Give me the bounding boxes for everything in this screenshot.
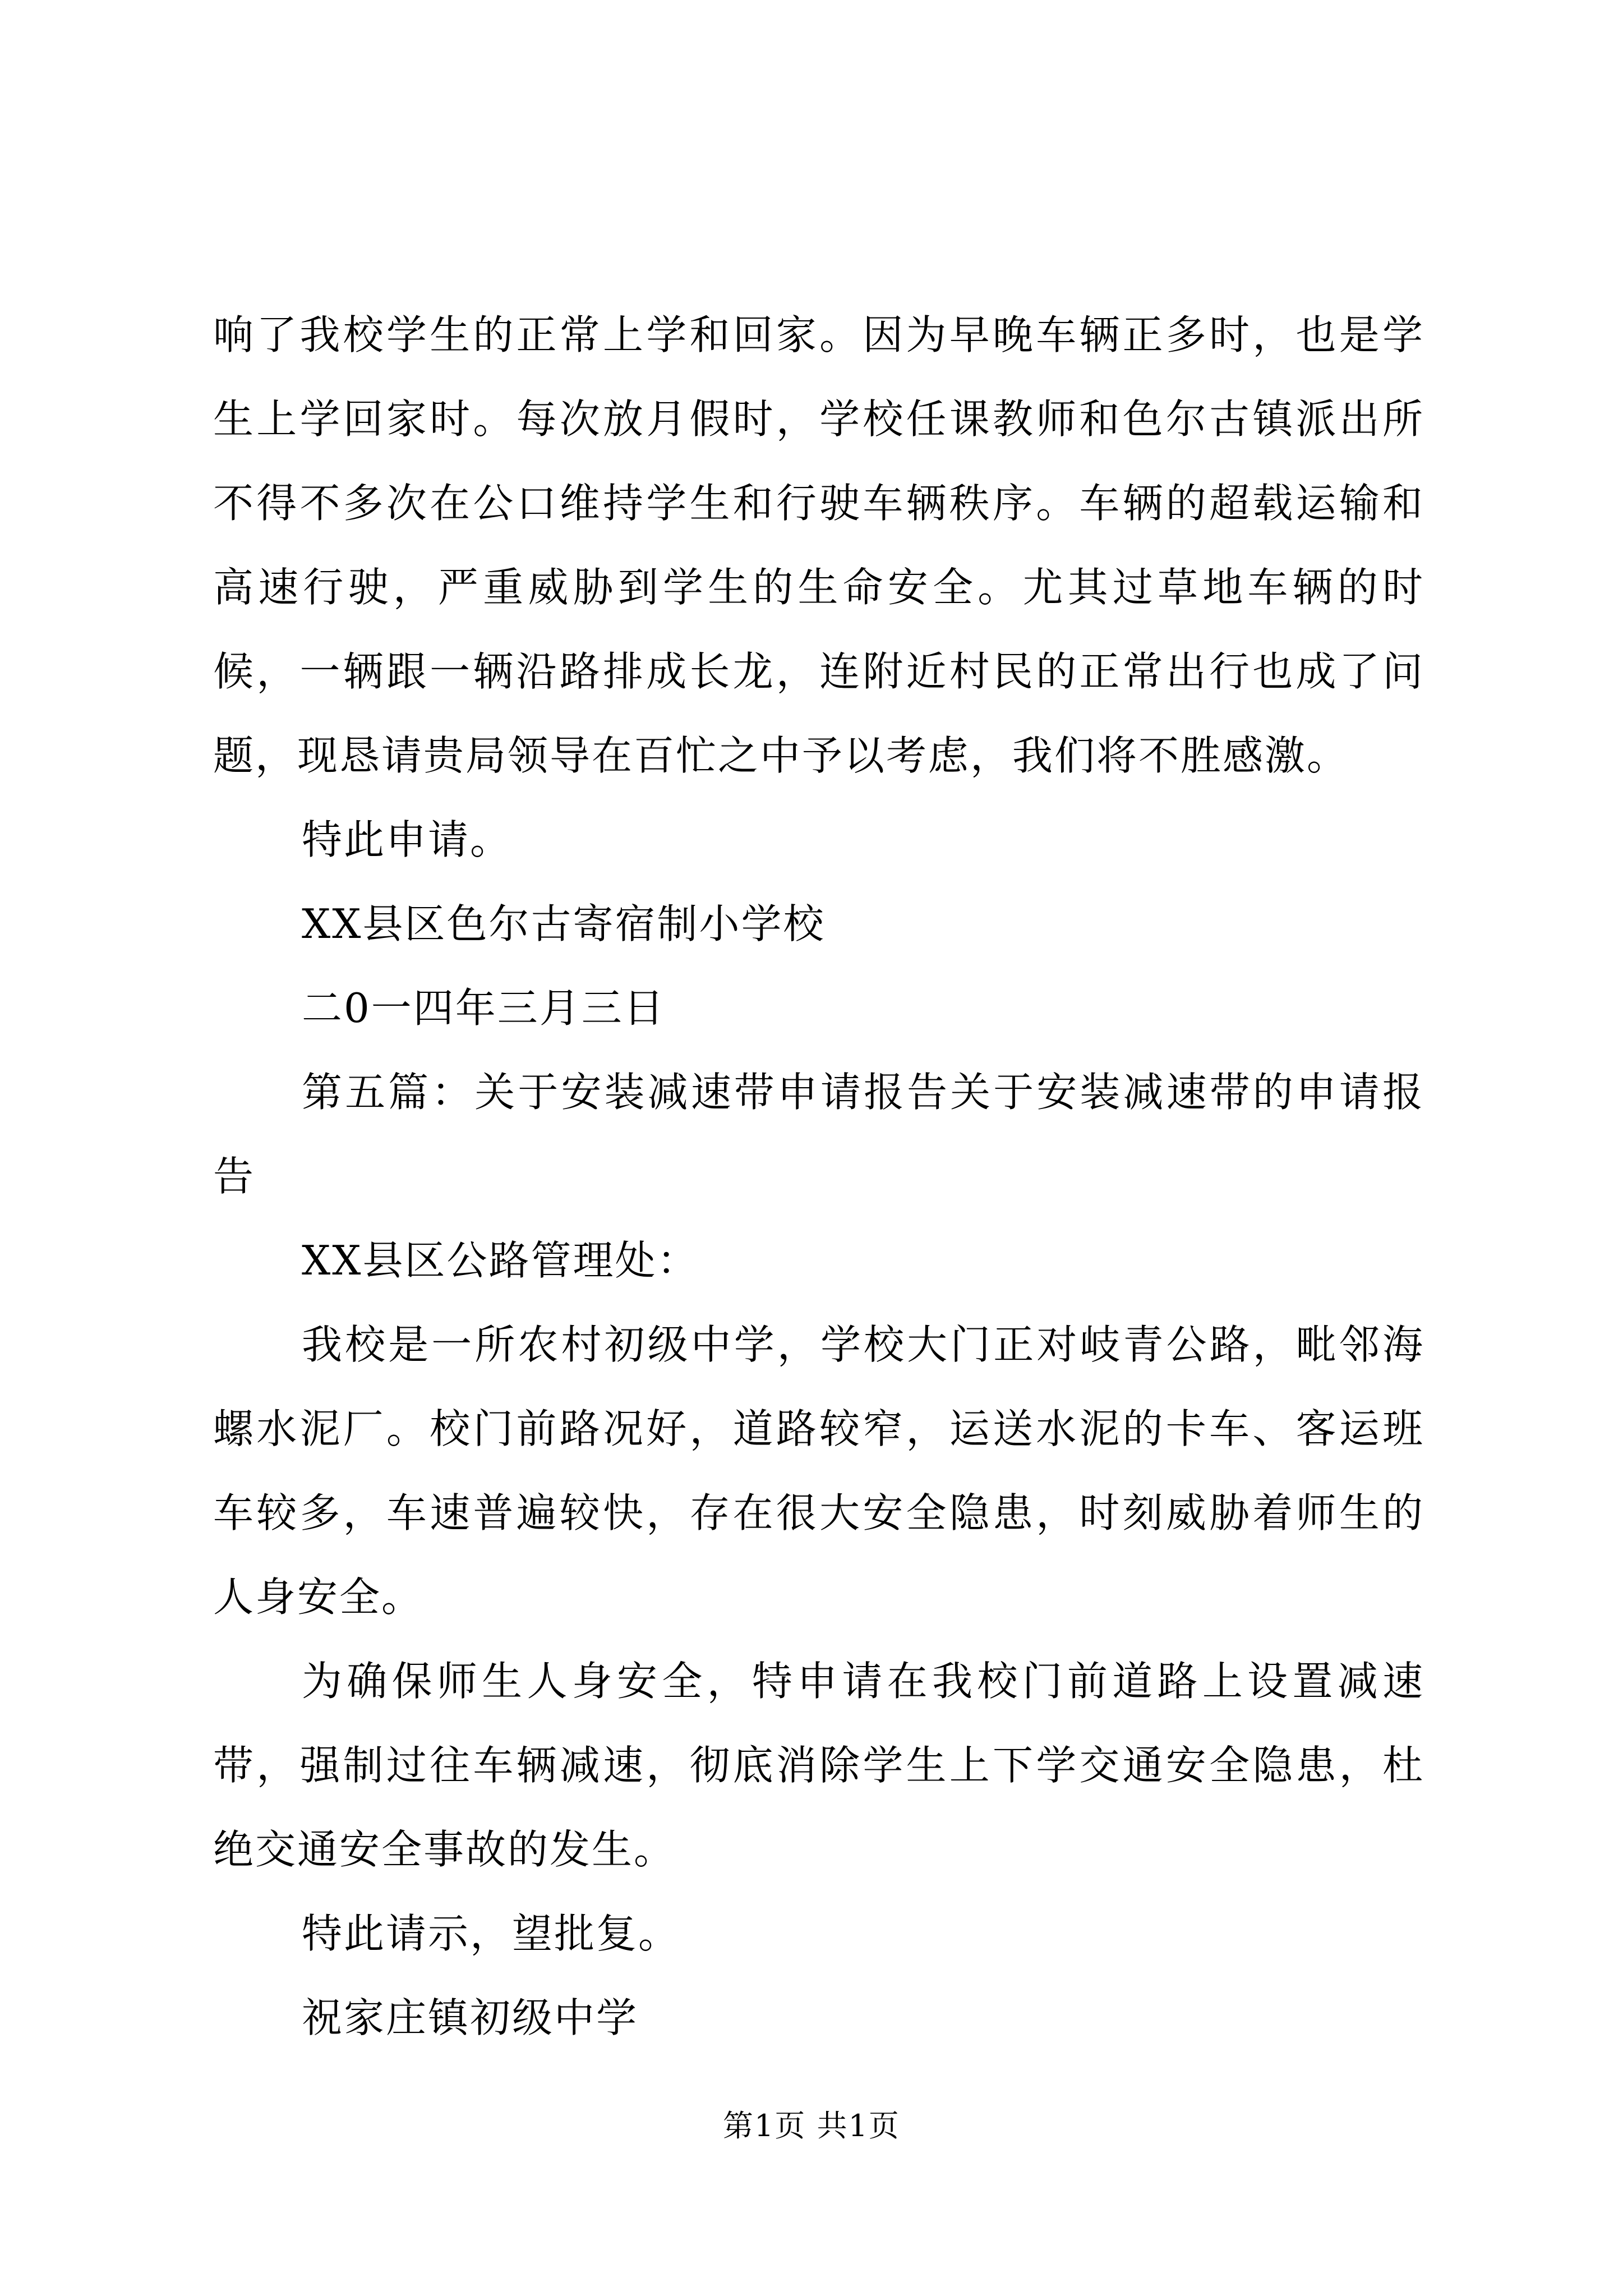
paragraph-approval-request: 特此请示，望批复。 (302, 1910, 681, 1957)
paragraph-background: 我校是一所农村初级中学，学校大门正对岐青公路，毗邻海螺水泥厂。校门前路况好，道路较窄，运送水泥的卡车、客运班车较多，车速普遍较快，存在很大安全隐患，时刻威胁着师生的人身安全。 (213, 1321, 1424, 1621)
paragraph-request-closing: 特此申请。 (302, 816, 513, 863)
paragraph-addressee: XX县区公路管理处： (302, 1237, 699, 1284)
page-footer (0, 2106, 1623, 2146)
paragraph-date: 二0一四年三月三日 (302, 984, 666, 1032)
paragraph-signature-middle-school: 祝家庄镇初级中学 (302, 1994, 639, 2041)
document-body (213, 293, 1424, 2060)
paragraph-continuation: 响了我校学生的正常上学和回家。因为早晚车辆正多时，也是学生上学回家时。每次放月假时，学校任课教师和色尔古镇派出所不得不多次在公口维持学生和行驶车辆秩序。车辆的超载运输和高速行驶，严重威胁到学生的生命安全。尤其过草地车辆的时候，一辆跟一辆沿路排成长龙，连附近村民的正常出行也成了问题，现恳请贵局领导在百忙之中予以考虑，我们将不胜感激。 (213, 311, 1424, 779)
paragraph-section-title: 第五篇：关于安装减速带申请报告关于安装减速带的申请报告 (213, 1069, 1424, 1200)
paragraph-request: 为确保师生人身安全，特申请在我校门前道路上设置减速带，强制过往车辆减速，彻底消除学生上下学交通安全隐患，杜绝交通安全事故的发生。 (213, 1658, 1424, 1873)
page-number-label: 第1页 共1页 (723, 2108, 900, 2143)
paragraph-signature-school: XX县区色尔古寄宿制小学校 (302, 900, 826, 947)
